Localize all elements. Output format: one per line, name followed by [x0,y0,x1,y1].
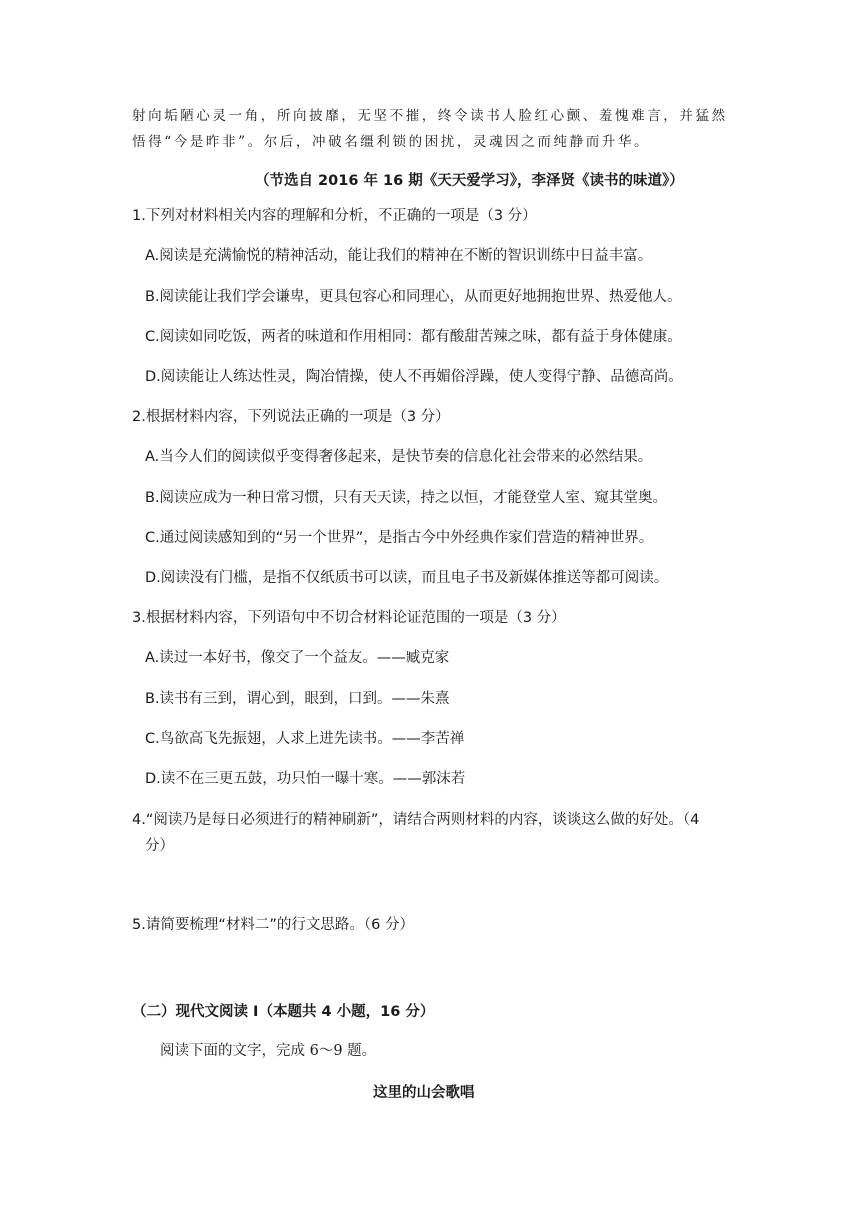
question-1-option-d: D.阅读能让人练达性灵，陶冶情操，使人不再媚俗浮躁，使人变得宁静、品德高尚。 [145,369,683,385]
section-heading: （二）现代文阅读 I（本题共 4 小题，16 分） [132,1004,435,1020]
question-1-option-c: C.阅读如同吃饭，两者的味道和作用相同：都有酸甜苦辣之味，都有益于身体健康。 [145,329,682,345]
question-2-option-c: C.通过阅读感知到的“另一个世界”，是指古今中外经典作家们营造的精神世界。 [145,530,654,546]
question-3-option-a: A.读过一本好书，像交了一个益友。——臧克家 [145,650,450,666]
question-5: 5.请简要梳理“材料二”的行文思路。（6 分） [132,917,414,933]
question-4-line-1: 4.“阅读乃是每日必须进行的精神刷新”，请结合两则材料的内容，谈谈这么做的好处。（4 [132,812,700,828]
question-1-option-a: A.阅读是充满愉悦的精神活动，能让我们的精神在不断的智识训练中日益丰富。 [145,248,653,264]
question-3-stem: 3.根据材料内容，下列语句中不切合材料论证范围的一项是（3 分） [132,610,566,626]
article-title: 这里的山会歌唱 [373,1085,475,1101]
question-2-stem: 2.根据材料内容，下列说法正确的一项是（3 分） [132,409,450,425]
question-3-option-c: C.鸟欲高飞先振翅，人求上进先读书。——李苦禅 [145,731,465,747]
passage-line-2: 悟得“今是昨非”。尔后，冲破名缰利锁的困扰，灵魂因之而纯静而升华。 [132,134,651,150]
question-4-line-2: 分） [145,838,174,854]
section-instruction: 阅读下面的文字，完成 6～9 题。 [160,1043,377,1059]
source-note: （节选自 2016 年 16 期《天天爱学习》，李泽贤《读书的味道》） [255,173,684,189]
question-3-option-b: B.读书有三到，谓心到，眼到，口到。——朱熹 [145,691,450,707]
question-2-option-b: B.阅读应成为一种日常习惯，只有天天读，持之以恒，才能登堂人室、窥其堂奥。 [145,490,668,506]
passage-line-1: 射向垢陋心灵一角，所向披靡，无坚不摧，终令读书人脸红心颤、羞愧难言，并猛然 [132,108,728,124]
question-1-option-b: B.阅读能让我们学会谦卑，更具包容心和同理心，从而更好地拥抱世界、热爱他人。 [145,289,682,305]
question-1-stem: 1.下列对材料相关内容的理解和分析，不正确的一项是（3 分） [132,208,537,224]
question-2-option-d: D.阅读没有门槛，是指不仅纸质书可以读，而且电子书及新媒体推送等都可阅读。 [145,570,669,586]
question-2-option-a: A.当今人们的阅读似乎变得奢侈起来，是快节奏的信息化社会带来的必然结果。 [145,449,653,465]
question-3-option-d: D.读不在三更五鼓，功只怕一曝十寒。——郭沫若 [145,771,466,787]
